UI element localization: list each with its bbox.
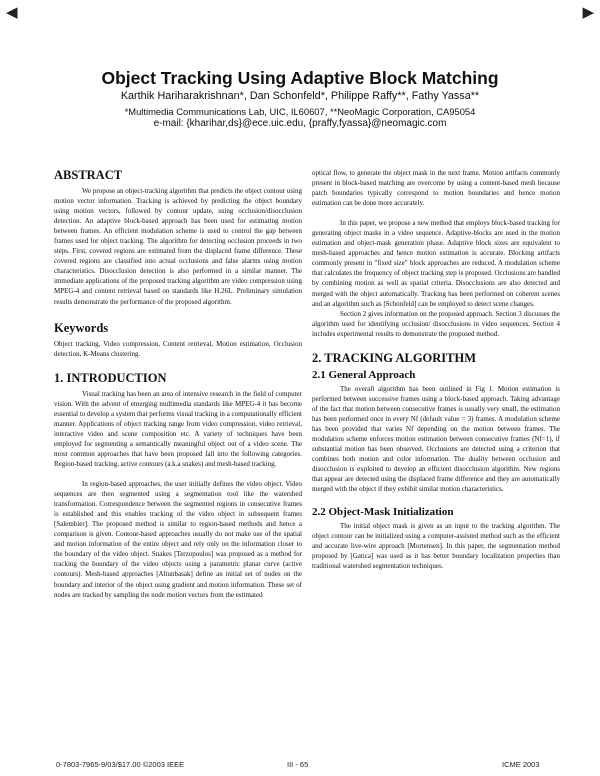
keywords-text: Object tracking, Video compression, Content retrieval, Motion estimation, Occlusion detection, K-Means clustering. bbox=[54, 339, 302, 358]
footer-conference: ICME 2003 bbox=[502, 760, 540, 769]
previous-page-arrow-icon[interactable]: ◀ bbox=[6, 5, 18, 21]
affiliations: *Multimedia Communications Lab, UIC, IL60607, **NeoMagic Corporation, CA95054 bbox=[124, 106, 476, 117]
introduction-heading: 1. INTRODUCTION bbox=[54, 370, 167, 385]
author-list: Karthik Hariharakrishnan*, Dan Schonfeld*, Philippe Raffy**, Fathy Yassa** bbox=[120, 90, 480, 102]
introduction-continued: optical flow, to generate the object mask in the next frame. Motion artifacts commonly present in block-based matching are overcome by using a content-based mesh because patch boundaries typically correspond to motion boundaries and hence motion estimation can be done more accurately. bbox=[312, 169, 560, 208]
keywords-heading: Keywords bbox=[54, 320, 109, 335]
abstract-heading: ABSTRACT bbox=[54, 168, 123, 182]
right-column bbox=[312, 168, 560, 572]
object-mask-initialization-text: The initial object mask is given as an input to the tracking algorithm. The object contour can be initialized using a computer-assisted method such as the efficient and accurate live-wire approach [Mortensen]. In this paper, the segmentation method proposed by [Gatica] was used as it has better boundary localization properties than traditional watershed segmentation techniques. bbox=[312, 522, 560, 571]
next-page-arrow-icon[interactable]: ▶ bbox=[582, 5, 594, 21]
general-approach-heading: 2.1 General Approach bbox=[312, 368, 416, 381]
abstract-text: We propose an object-tracking algorithm that predicts the object contour using motion vector information. Tracking is achieved by predicting the object boundary using motion vectors, followed by contour update, using occlusion/disocclusion detection. An adaptive block-based approach has been used for estimating motion between frames. An efficient modulation scheme is used to control the gap between frames used for object tracking. The algorithm for detecting occlusion proceeds in two steps. First, covered regions are estimated from the displaced frame difference. These covered regions are classified into actual occlusions and false alarms using motion characteristics. Disocclusion detection is also performed in a similar manner. The immediate applications of the proposed tracking algorithm are video compression using MPEG-4 and content retrieval based on standards like H.26L. Preliminary simulation results demonstrate the performance of the proposed algorithm. bbox=[54, 187, 302, 306]
paper-title: Object Tracking Using Adaptive Block Matching bbox=[101, 68, 499, 88]
left-column bbox=[54, 168, 302, 600]
introduction-paragraph-1: Visual tracking has been an area of intensive research in the field of computer vision. With the advent of emerging multimedia standards like MPEG-4 it has become essential to develop a system that performs visual tracking in a computationally efficient manner. Applications of object tracking range from video compression, video retrieval, interactive video and scene composition etc. A variety of techniques have been employed for segmenting a semantically meaningful object out of a video scene. The most common approaches that have been proposed fall into the following categories. Region-based tracking, active contours (a.k.a snakes) and mesh-based tracking. bbox=[54, 389, 302, 468]
general-approach-text: The overall algorithm has been outlined in Fig 1. Motion estimation is performed between successive frames using a block-based approach. Taking advantage of the fact that motion between consecutive frames is usually very small, the estimation has been performed once in every Nf (default value = 3) frames. A modulation scheme has been provided that varies Nf depending on the motion between frames. The modulation scheme enforces motion estimation between consecutive frames (Nf=1), if substantial motion has been observed. Occlusions are detected using a criterion that combines both motion and color information. The duality between occlusion and disocclusion is exploited to develop an efficient disocclusion algorithm. New regions that appear are detected using the displaced frame difference and they are automatically merged with the object if they exhibit similar motion characteristics. bbox=[312, 384, 560, 494]
author-emails: e-mail: {kharihar,ds}@ece.uic.edu, {praffy,fyassa}@neomagic.com bbox=[153, 118, 447, 129]
footer-copyright: 0-7803-7965-9/03/$17.00 ©2003 IEEE bbox=[56, 760, 185, 769]
object-mask-initialization-heading: 2.2 Object-Mask Initialization bbox=[312, 506, 454, 519]
tracking-algorithm-heading: 2. TRACKING ALGORITHM bbox=[312, 350, 477, 365]
introduction-paragraph-4: Section 2 gives information on the proposed approach. Section 3 discusses the algorithm used for identifying occlusion/ disocclusions in video sequences. Section 4 includes experimental results to demonstrate the proposed method. bbox=[312, 309, 560, 338]
introduction-paragraph-2: In region-based approaches, the user initially defines the video object. Video sequences are then segmented using a segmentation tool like the watershed transformation. Correspondence between the segmented regions in consecutive frames is established and this enables tracking of the video object in subsequent frames [Salembier]. The proposed method is similar to region-based methods and hence a comparison is given. Contour-based approaches usually do not make use of the spatial and motion information of the entire object and rely only on the information closer to the boundary of the video object. Snakes [Terzopoulos] was proposed as a method for tracking the boundary of the video objects using a parametric planar curve (active contours). Mesh-based approaches [Altunbasak] define an initial set of nodes on the boundary and interior of the object using gradient and motion information. These set of nodes are tracked by sampling the node motion vectors from the estimated bbox=[54, 480, 302, 599]
footer-page-number: III - 65 bbox=[287, 760, 309, 769]
introduction-paragraph-3: In this paper, we propose a new method that employs block-based tracking for generating object masks in a video sequence. Adaptive-blocks are used in the motion estimation and object-mask generation phase. Adaptive block sizes are equivalent to mesh-based approaches and hence motion estimation is accurate. Blocking artifacts commonly present in "fixed size" block approaches are reduced. A modulation scheme that calculates the frequency of object tracking step is proposed. Occlusions are handled by combining motion as well as spatial criteria. Disocclusions are also detected and merged with the object automatically. Tracking has been performed on coherent scenes and an algorithm such as [Schonfeld] can be employed to detect scene changes. bbox=[312, 219, 560, 308]
